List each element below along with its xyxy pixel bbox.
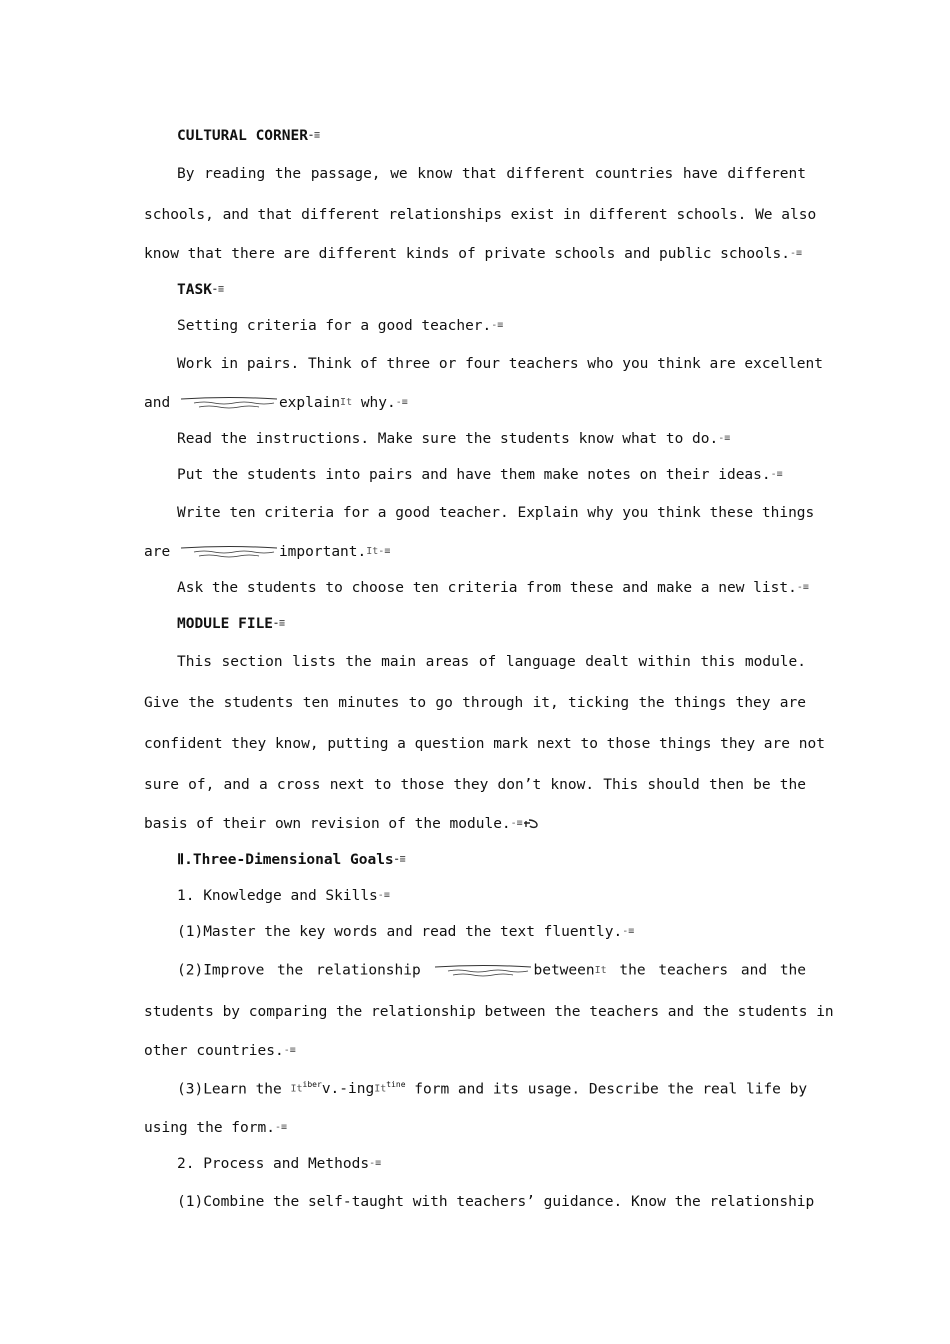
superscript-mark: iber	[302, 1080, 322, 1090]
paragraph-line: (3)Learn the $It^{iber}v.-ingIt^{tine}$ form and its usage. Describe the real life by	[177, 1080, 808, 1097]
paragraph-line: Read the instructions. Make sure the students know what to do.-≡	[177, 431, 731, 447]
heading-cultural-corner: CULTURAL CORNER-≡	[177, 128, 320, 144]
paragraph-mark: -≡	[770, 469, 783, 480]
paragraph-mark: -≡	[378, 546, 391, 557]
paragraph-line: students by comparing the relationship between the teachers and the students in	[144, 1003, 834, 1020]
paragraph-line: (1)Master the key words and read the text fluently.-≡	[177, 924, 635, 940]
heading-three-dimensional-goals: Ⅱ.Three-Dimensional Goals-≡	[177, 852, 406, 868]
paragraph-line: Write ten criteria for a good teacher. Explain why you think these things	[177, 505, 815, 521]
insert-mark: It	[374, 1083, 387, 1095]
paragraph-line: Give the students ten minutes to go through it, ticking the things they are	[144, 695, 806, 711]
paragraph-line: Ask the students to choose ten criteria from these and make a new list.-≡	[177, 580, 809, 596]
paragraph-mark: -≡	[395, 397, 408, 408]
paragraph-mark: -≡	[273, 618, 286, 629]
superscript-mark: tine	[386, 1080, 406, 1090]
paragraph-line: schools, and that different relationships exist in different schools. We also	[144, 207, 817, 223]
paragraph-line: By reading the passage, we know that different countries have different	[177, 166, 806, 182]
blank-wave-underline-icon	[179, 544, 279, 560]
paragraph-line: (2)Improve the relationship betweenIt the teachers and the	[177, 962, 807, 979]
paragraph-mark: -≡	[790, 248, 803, 259]
paragraph-mark: -≡	[491, 320, 504, 331]
paragraph-line: using the form.-≡	[144, 1120, 287, 1136]
paragraph-mark: -≡	[393, 854, 406, 865]
paragraph-mark: -≡	[274, 1122, 287, 1133]
paragraph-line: This section lists the main areas of language dealt within this module.	[177, 654, 806, 670]
paragraph-mark: -≡	[369, 1158, 382, 1169]
paragraph-line: Put the students into pairs and have them make notes on their ideas.-≡	[177, 467, 783, 483]
paragraph-mark: -≡	[622, 926, 635, 937]
paragraph-line: and explainIt why.-≡	[144, 395, 408, 411]
paragraph-mark: -≡	[510, 818, 523, 829]
insert-mark: It	[340, 397, 353, 408]
blank-wave-underline-icon	[433, 963, 533, 979]
paragraph-line: 1. Knowledge and Skills-≡	[177, 888, 390, 904]
paragraph-line: Setting criteria for a good teacher.-≡	[177, 318, 504, 334]
hand-pointer-icon	[523, 818, 539, 830]
paragraph-mark: -≡	[283, 1044, 296, 1056]
paragraph-line: confident they know, putting a question mark next to those things they are not	[144, 736, 825, 752]
paragraph-mark: -≡	[377, 890, 390, 901]
paragraph-mark: -≡	[796, 582, 809, 593]
insert-mark: It	[290, 1083, 303, 1095]
blank-wave-underline-icon	[179, 395, 279, 411]
paragraph-mark: -≡	[211, 284, 224, 295]
paragraph-mark: -≡	[718, 433, 731, 444]
paragraph-line: other countries.-≡	[144, 1042, 296, 1059]
paragraph-line: 2. Process and Methods-≡	[177, 1156, 382, 1172]
paragraph-line: basis of their own revision of the module.-≡	[144, 806, 806, 842]
paragraph-mark: -≡	[307, 130, 320, 141]
heading-task: TASK-≡	[177, 282, 224, 298]
paragraph-line: Work in pairs. Think of three or four teachers who you think are excellent	[177, 356, 824, 372]
insert-mark: It	[366, 546, 379, 557]
insert-mark: It	[594, 965, 607, 976]
heading-module-file: MODULE FILE-≡	[177, 616, 286, 632]
document-body	[144, 118, 834, 1223]
paragraph-line: (1)Combine the self-taught with teachers’ guidance. Know the relationship	[177, 1194, 815, 1210]
paragraph-line: sure of, and a cross next to those they don’t know. This should then be the	[144, 777, 806, 793]
paragraph-line: know that there are different kinds of private schools and public schools.-≡	[144, 246, 803, 262]
paragraph-line: are important.It-≡	[144, 544, 391, 560]
